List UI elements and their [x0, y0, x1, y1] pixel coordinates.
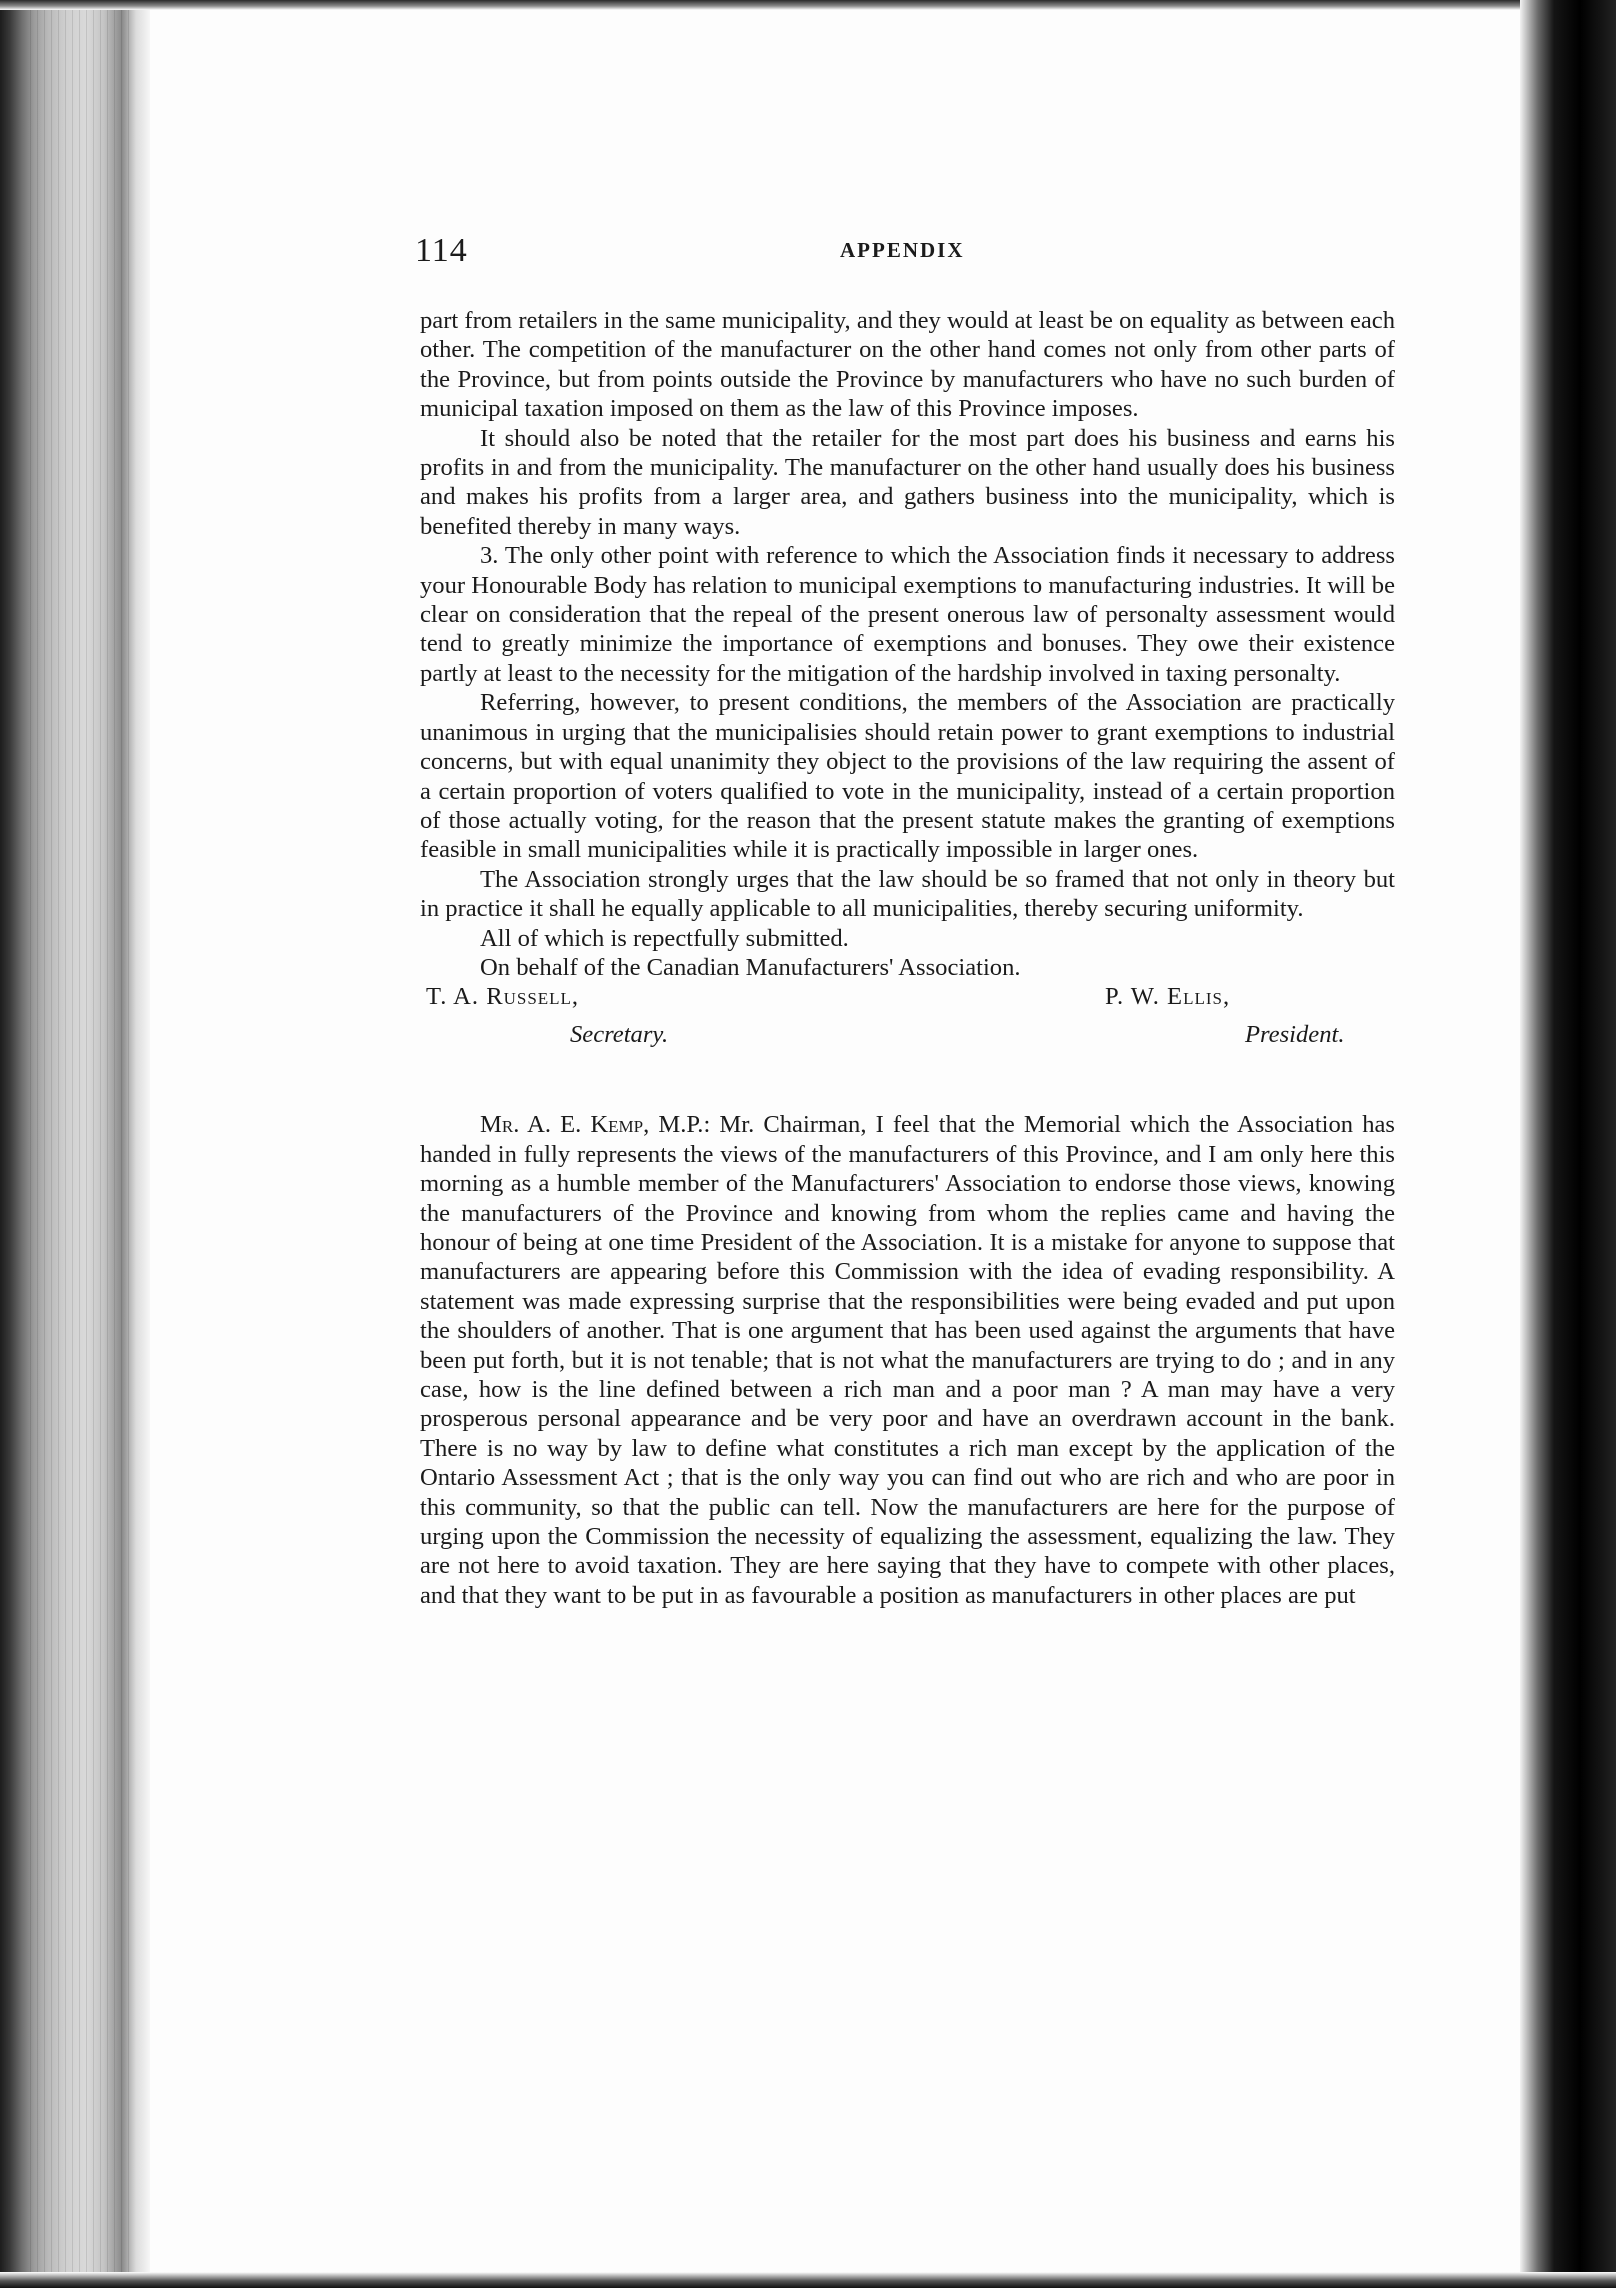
page-stack-lines [30, 0, 130, 2288]
speech-text: Mr. Chairman, I feel that the Memorial which the Association has handed in fully represents the views of the manufacturers of this Province, and I am only here this morning as a humble member of the Manufacturers' Association to endorse those views, knowing the manufacturers of the Province and knowing from whom the replies came and having the honour of being at one time President of the Association. It is a mistake for anyone to suppose that manufacturers are appearing before this Commission with the idea of evading responsibility. A statement was made expressing surprise that the responsibilities were being evaded and put upon the shoulders of another. That is one argument that has been used against the arguments that have been put forth, but it is not tenable; that is not what the manufacturers are trying to do ; and in any case, how is the line defined between a rich man and a poor man ? A man may have a very prosperous personal appearance and be very poor and have an overdrawn account in the bank. There is no way by law to define what constitutes a rich man except by the application of the Ontario Assessment Act ; that is the only way you can find out who are rich and who are poor in this community, so that the public can tell. Now the manufacturers are here for the purpose of urging upon the Commission the necessity of equalizing the assessment, equalizing the law. They are not here to avoid taxation. They are here saying that they have to compete with other places, and that they want to be put in as favourable a position as manufacturers in other places are put [420, 1111, 1395, 1609]
president-name: P. W. Ellis, [1105, 983, 1231, 1011]
signature-block [420, 982, 1395, 1058]
secretary-name: T. A. Russell, [426, 983, 580, 1011]
paragraph-submitted: All of which is repectfully submitted. [480, 924, 849, 952]
running-head: APPENDIX [840, 238, 965, 262]
paragraph-exemptions: Referring, however, to present conditions, the members of the Association are practically unanimous in urging that the municipalisies should retain power to grant exemptions to industrial concerns, but with equal unanimity they object to the provisions of the law requiring the assent of a certain proportion of voters qualified to vote in the municipality, instead of a certain proportion of those actually voting, for the reason that the present statute makes the granting of exemptions feasible in small municipalities while it is practically impossible in larger ones. [420, 689, 1395, 864]
paragraph-uniformity: The Association strongly urges that the law should be so framed that not only in theory but in practice it shall he equally applicable to all municipalities, thereby securing uniformity. [420, 865, 1395, 923]
speaker-name: Mr. A. E. Kemp, M.P.: [480, 1111, 711, 1139]
president-title: President. [1245, 1021, 1345, 1049]
paragraph-continuation: part from retailers in the same municipality, and they would at least be on equality as between each other. The competition of the manufacturer on the other hand comes not only from other parts of the Province, but from points outside the Province by manufacturers who have no such burden of municipal taxation imposed on them as the law of this Province imposes. [420, 307, 1395, 423]
speech-paragraph [420, 1110, 1395, 1610]
paragraph-on-behalf: On behalf of the Canadian Manufacturers' Association. [480, 953, 1021, 981]
secretary-title: Secretary. [570, 1021, 669, 1049]
scan-top-edge [0, 0, 1616, 10]
section-gap [420, 1058, 1395, 1110]
scan-bottom-edge [0, 2272, 1616, 2288]
paragraph-point-3: 3. The only other point with reference to which the Association finds it necessary to address your Honourable Body has relation to municipal exemptions to manufacturing industries. It will be clear on consideration that the repeal of the present onerous law of personalty assessment would tend to greatly minimize the importance of exemptions and bonuses. They owe their existence partly at least to the necessity for the mitigation of the hardship involved in taxing personalty. [420, 542, 1395, 687]
page-number: 114 [415, 232, 468, 269]
page-body [420, 306, 1395, 1610]
page-header [415, 232, 1390, 272]
paragraph-retailer: It should also be noted that the retailer for the most part does his business and earns his profits in and from the municipality. The manufacturer on the other hand usually does his business and makes his profits from a larger area, and gathers business into the municipality, which is benefited thereby in many ways. [420, 424, 1395, 540]
scan-right-edge [1520, 0, 1616, 2288]
